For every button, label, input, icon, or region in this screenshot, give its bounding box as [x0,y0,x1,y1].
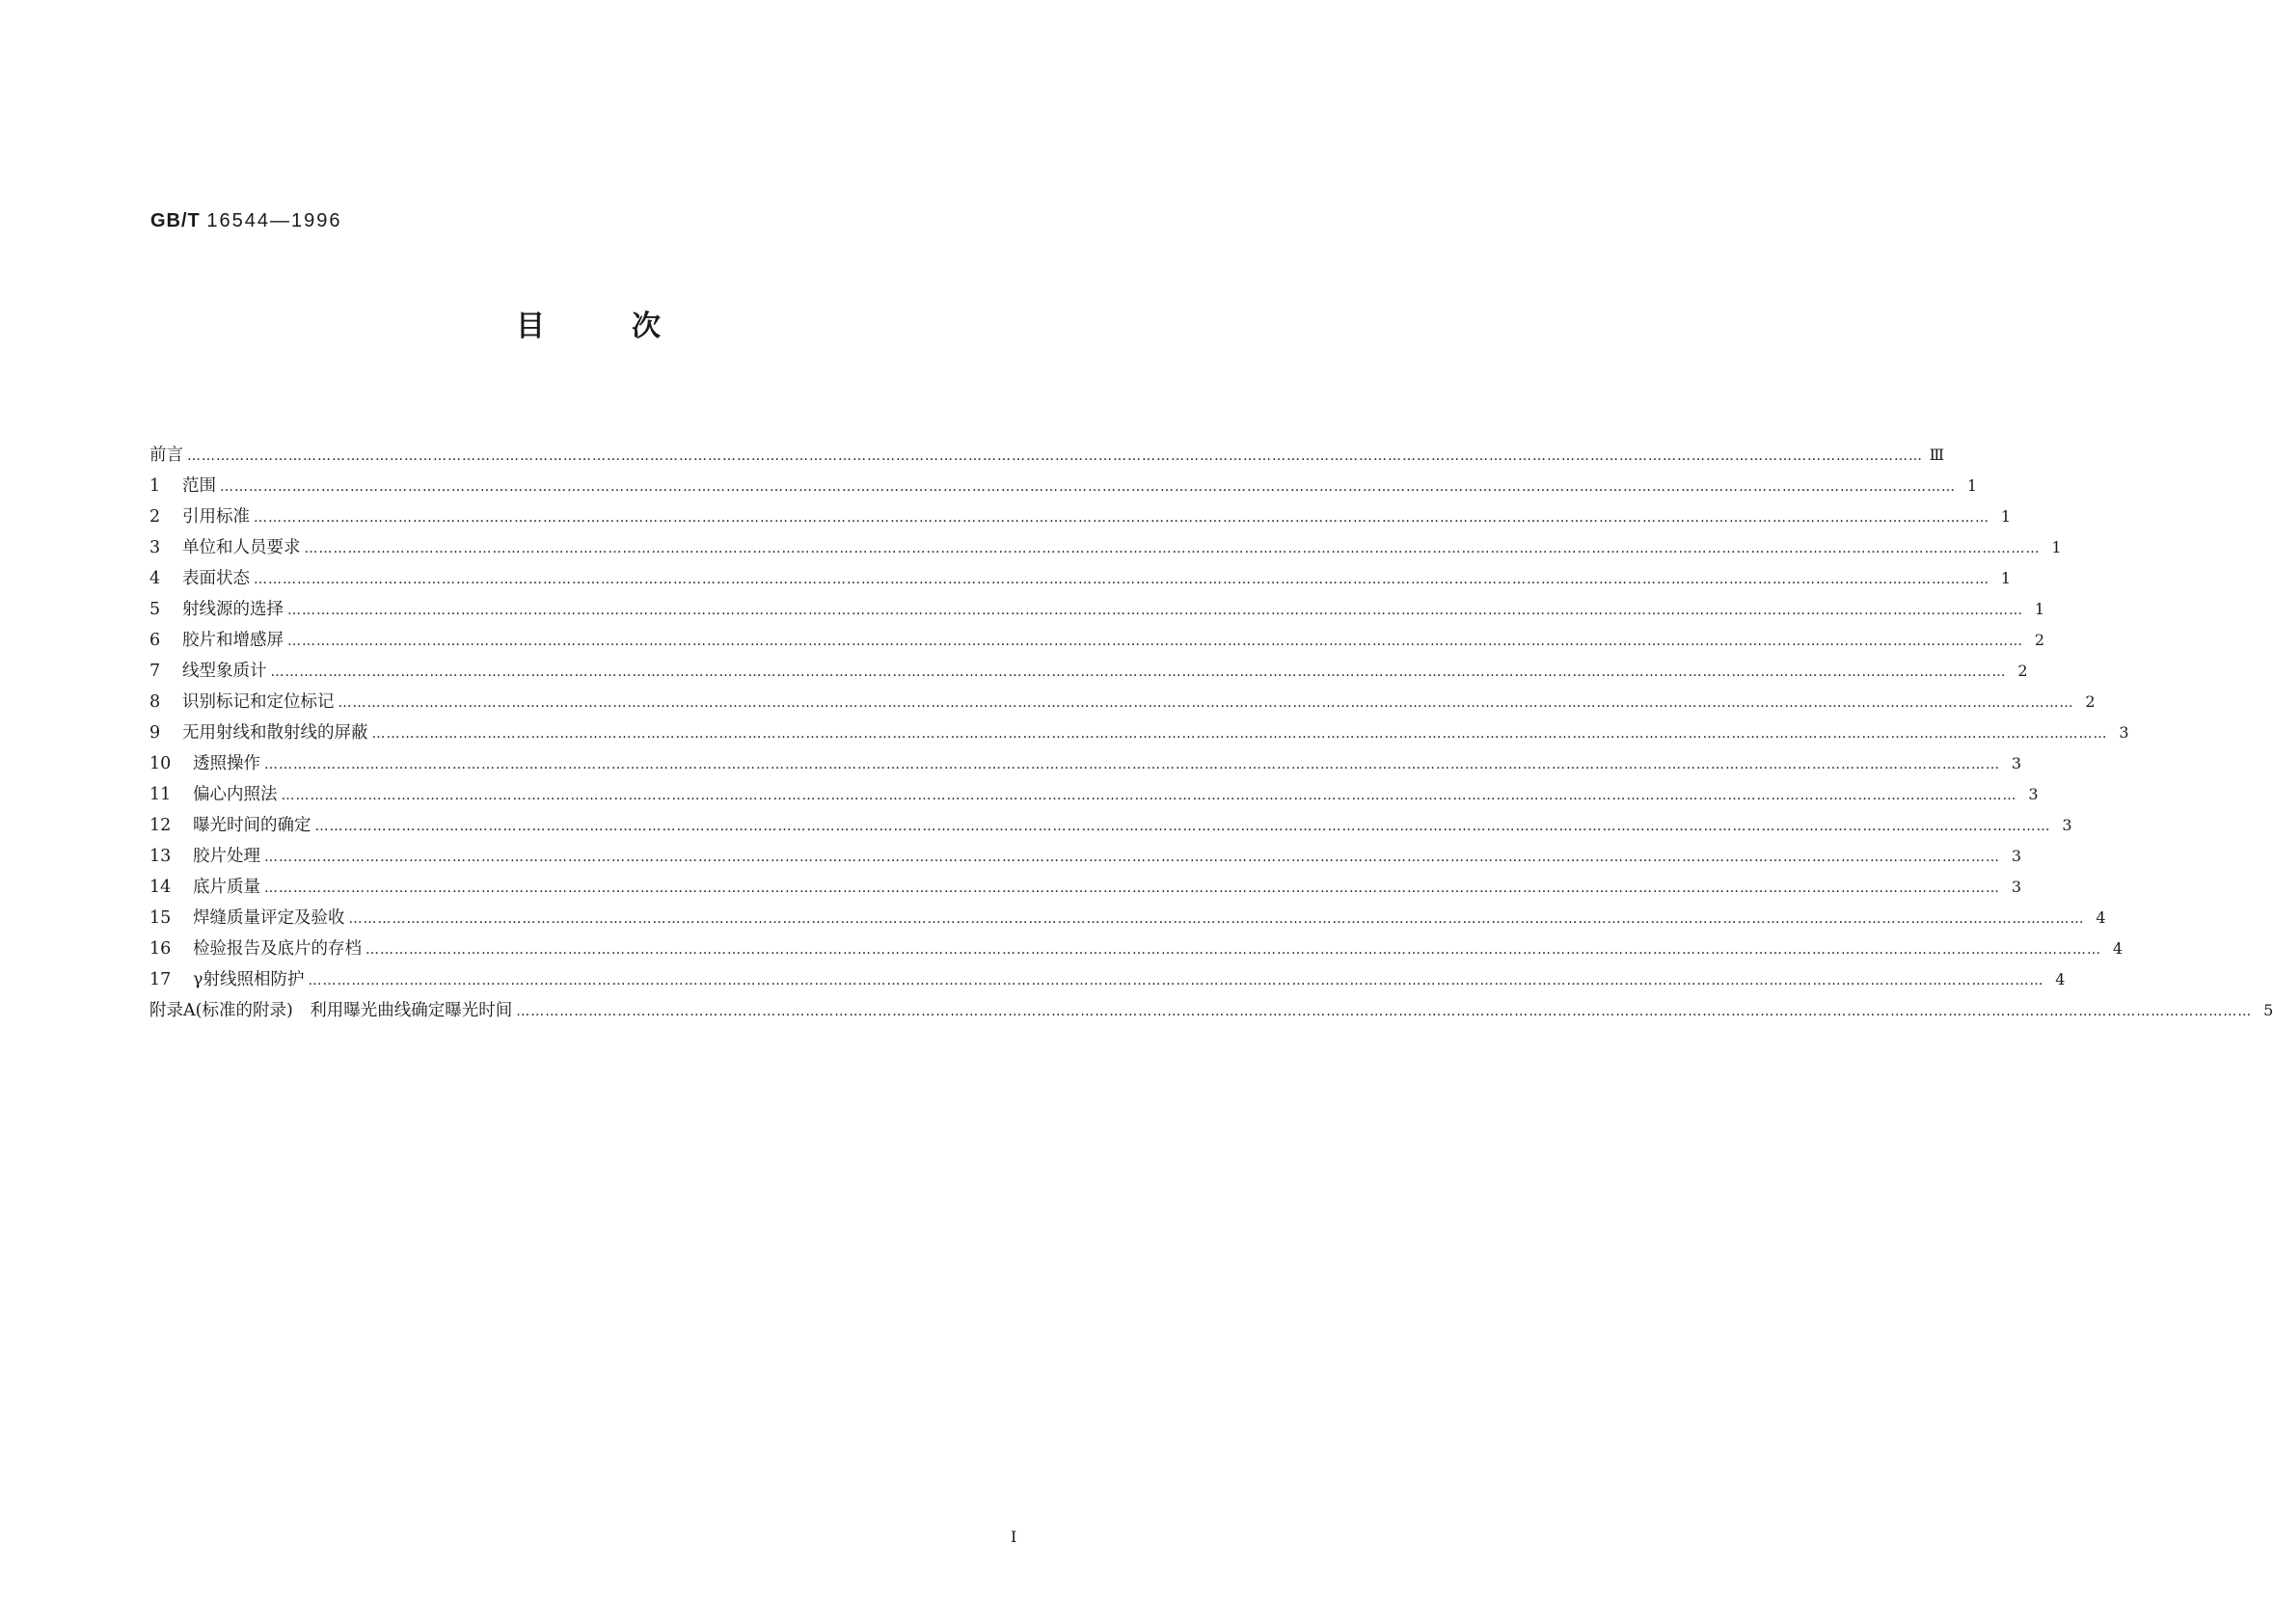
toc-entry-title: 检验报告及底片的存档 [193,939,362,959]
toc-entry-title: 胶片处理 [193,847,260,866]
toc-entry-title: 胶片和增感屏 [182,631,284,650]
toc-entry-title: 焊缝质量评定及验收 [193,908,345,928]
page-title [516,302,661,344]
toc-entry[interactable] [149,903,2106,934]
toc-entry[interactable] [149,748,2021,779]
toc-entry[interactable] [149,563,2011,594]
toc-entry[interactable] [149,872,2021,903]
toc-entry[interactable] [149,594,2044,625]
toc-entry-title: 前言 [149,446,183,465]
toc-dot-leader: ……………………………………………………………………………………………………………………………………………………………………………………………………………………………………………………………………………………………………………………………… [281,788,2017,803]
toc-entry-title: 无用射线和散射线的屏蔽 [182,723,368,743]
toc-entry-page: 4 [2096,908,2106,927]
toc-entry-page: 2 [2034,631,2044,649]
toc-entry-page: 2 [2085,692,2096,711]
toc-entry[interactable] [149,934,2123,964]
page-title-char-1: 目 [516,310,545,343]
toc-entry[interactable] [149,717,2129,748]
toc-entry-number: 9 [149,723,161,743]
toc-entry-title: 引用标准 [182,507,250,527]
toc-entry-title: γ射线照相防护 [193,970,305,989]
toc-entry-page: 1 [2000,507,2011,526]
toc-entry[interactable] [149,656,2028,687]
toc-entry-title: 识别标记和定位标记 [182,692,335,712]
toc-entry-page: 1 [2034,600,2044,618]
toc-entry-number: 15 [149,908,172,928]
toc-entry-number: 16 [149,939,172,959]
toc-entry-page: 3 [2119,723,2129,742]
toc-entry-number: 3 [149,538,161,557]
toc-entry-number: 7 [149,662,161,681]
standard-code-number: 16544—1996 [206,210,342,231]
page-title-char-2: 次 [632,310,661,343]
toc-entry-number: 11 [149,785,172,804]
toc-dot-leader: ……………………………………………………………………………………………………………………………………………………………………………………………………………………………………………………………………………………………………………………………… [308,973,2044,988]
toc-dot-leader: ……………………………………………………………………………………………………………………………………………………………………………………………………………………………………………………………………………………………………………………………… [371,726,2108,742]
toc-entry-title: 单位和人员要求 [182,538,301,557]
toc-dot-leader: ……………………………………………………………………………………………………………………………………………………………………………………………………………………………………………………………………………………………………………………………… [264,850,2000,865]
toc-entry-number: 14 [149,878,172,897]
toc-entry-number: 2 [149,507,161,527]
toc-entry-title: 底片质量 [193,878,260,897]
toc-entry-page: 3 [2028,785,2039,803]
toc-entry-page: 3 [2011,754,2021,772]
toc-dot-leader: ……………………………………………………………………………………………………………………………………………………………………………………………………………………………………………………………………………………………………………………………… [338,695,2074,711]
toc-dot-leader: ……………………………………………………………………………………………………………………………………………………………………………………………………………………………………………………………………………………………………………………………… [264,757,2000,772]
toc-entry-page: 4 [2055,970,2066,988]
toc-entry-page: 1 [2000,569,2011,587]
toc-entry-page: 2 [2017,662,2028,680]
toc-entry-number: 12 [149,816,172,835]
toc-entry-title: 透照操作 [193,754,260,773]
toc-entry[interactable] [149,532,2062,563]
page-number: I [1011,1528,1017,1546]
toc-entry-number: 13 [149,847,172,866]
toc-dot-leader: ……………………………………………………………………………………………………………………………………………………………………………………………………………………………………………………………………………………………………………………………… [314,819,2051,834]
toc-entry[interactable] [149,471,1977,501]
toc-entry-number: 5 [149,600,161,619]
standard-code-prefix: GB/T [150,210,201,231]
toc-dot-leader: ……………………………………………………………………………………………………………………………………………………………………………………………………………………………………………………………………………………………………………………………… [287,634,2023,649]
toc-entry-page: 1 [2051,538,2062,556]
toc-entry-title: 范围 [182,476,216,496]
toc-entry[interactable] [149,841,2021,872]
toc-dot-leader: ……………………………………………………………………………………………………………………………………………………………………………………………………………………………………………………………………………………………………………………………… [270,664,2007,680]
toc-entry[interactable] [149,810,2072,841]
toc-entry[interactable] [149,995,2273,1026]
toc-entry[interactable] [149,964,2066,995]
toc-entry[interactable] [149,501,2011,532]
toc-entry-title: 表面状态 [182,569,250,588]
toc-entry-page: Ⅲ [1929,446,1944,464]
toc-dot-leader: ……………………………………………………………………………………………………………………………………………………………………………………………………………………………………………………………………………………………………………………………… [254,510,1989,526]
toc-dot-leader: ……………………………………………………………………………………………………………………………………………………………………………………………………………………………………………………………………………………………………………………………… [516,1004,2253,1019]
toc-dot-leader: ……………………………………………………………………………………………………………………………………………………………………………………………………………………………………………………………………………………………………………………………… [287,603,2023,618]
toc-entry-title: 线型象质计 [182,662,267,681]
toc-entry-number: 4 [149,569,161,588]
toc-entry-page: 3 [2011,847,2021,865]
standard-code [150,210,341,232]
toc-entry-number: 6 [149,631,161,650]
toc-entry-title: 曝光时间的确定 [193,816,311,835]
toc-entry[interactable] [149,687,2096,717]
toc-entry[interactable] [149,625,2044,656]
toc-entry-title: 偏心内照法 [193,785,278,804]
toc-dot-leader: ……………………………………………………………………………………………………………………………………………………………………………………………………………………………………………………………………………………………………………………………… [187,448,1923,464]
toc-entry[interactable] [149,440,1944,471]
toc-entry-page: 5 [2263,1001,2273,1019]
toc-dot-leader: ……………………………………………………………………………………………………………………………………………………………………………………………………………………………………………………………………………………………………………………………… [220,479,1956,495]
toc-entry-page: 4 [2112,939,2123,958]
toc-dot-leader: ……………………………………………………………………………………………………………………………………………………………………………………………………………………………………………………………………………………………………………………………… [365,942,2101,958]
toc-dot-leader: ……………………………………………………………………………………………………………………………………………………………………………………………………………………………………………………………………………………………………………………………… [254,572,1989,587]
toc-entry-page: 3 [2011,878,2021,896]
toc-entry-number: 8 [149,692,161,712]
toc-entry-title: 射线源的选择 [182,600,284,619]
toc-dot-leader: ……………………………………………………………………………………………………………………………………………………………………………………………………………………………………………………………………………………………………………………………… [348,911,2085,927]
toc-entry-number: 17 [149,970,172,989]
toc-dot-leader: ……………………………………………………………………………………………………………………………………………………………………………………………………………………………………………………………………………………………………………………………… [304,541,2041,556]
toc-entry-page: 1 [1966,476,1977,495]
toc-entry-number: 10 [149,754,172,773]
toc-entry[interactable] [149,779,2039,810]
toc-entry-number: 1 [149,476,161,496]
toc-dot-leader: ……………………………………………………………………………………………………………………………………………………………………………………………………………………………………………………………………………………………………………………………… [264,880,2000,896]
toc-entry-page: 3 [2062,816,2072,834]
table-of-contents [149,440,2273,1026]
toc-entry-title: 附录A(标准的附录) 利用曝光曲线确定曝光时间 [149,1001,513,1020]
